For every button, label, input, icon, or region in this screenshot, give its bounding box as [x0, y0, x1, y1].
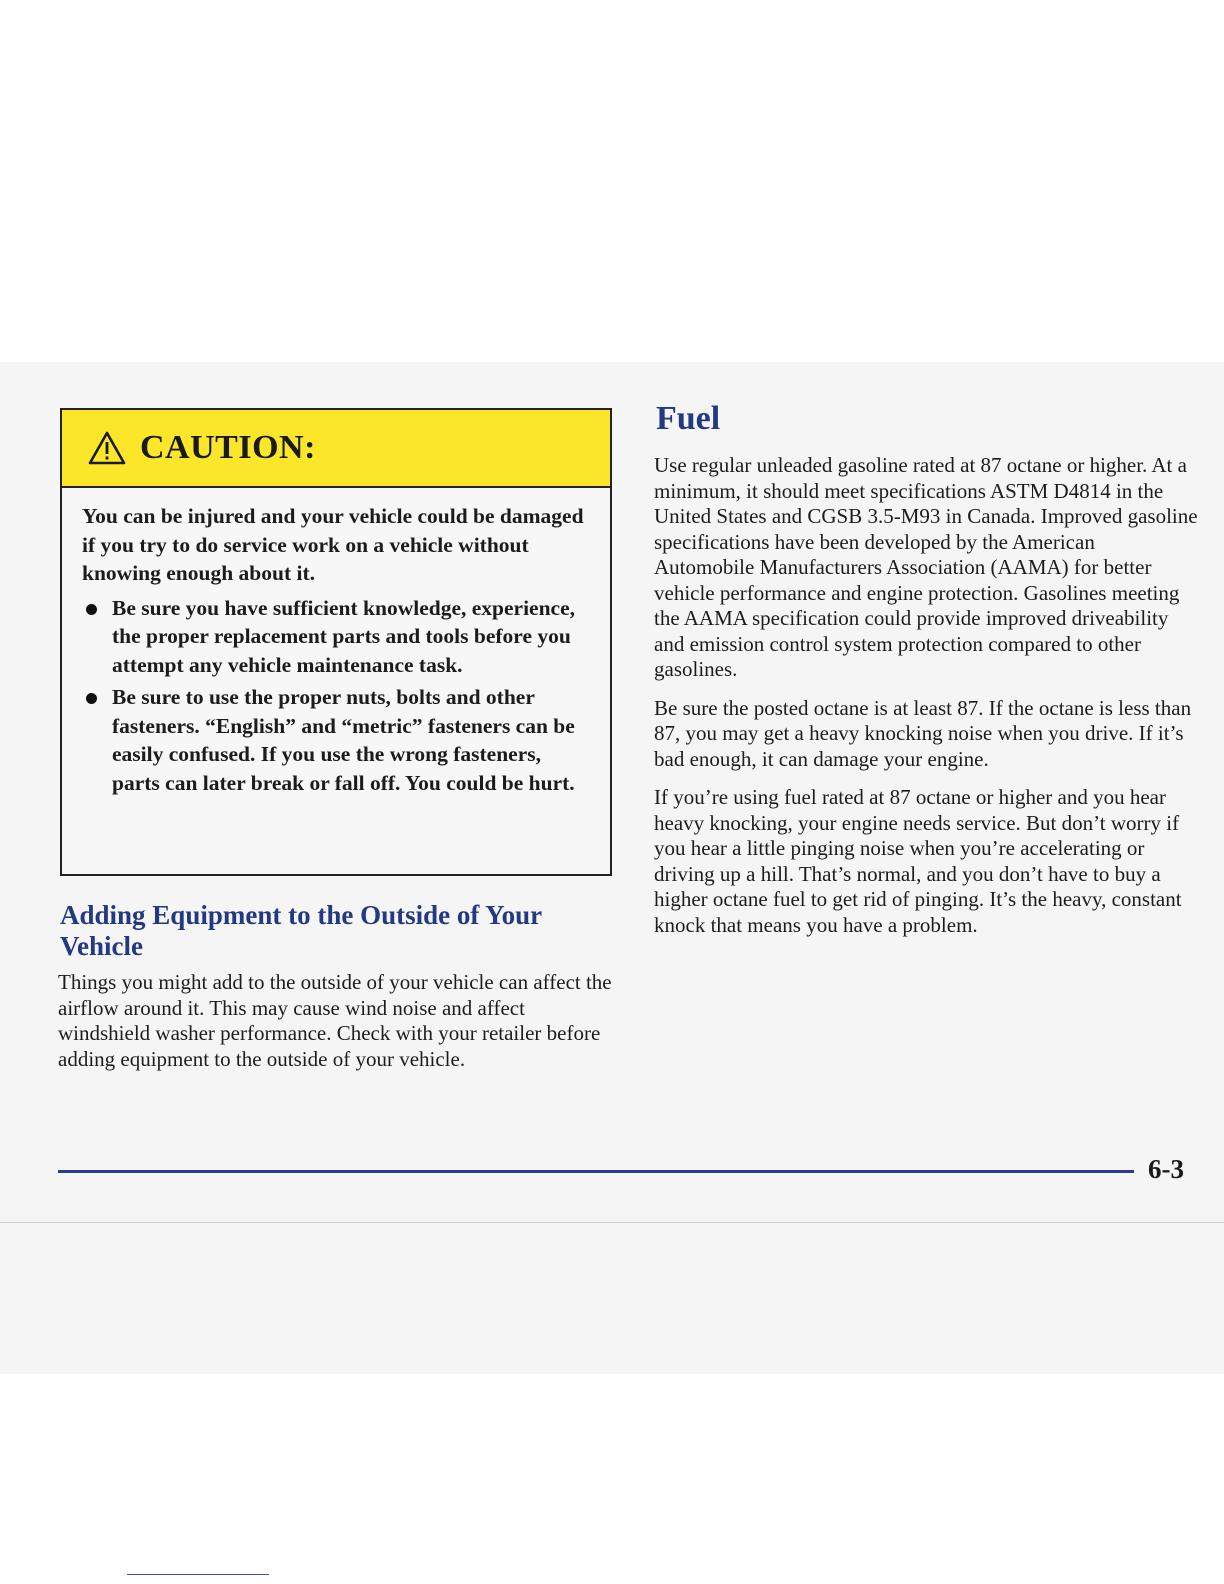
fuel-heading: Fuel: [656, 400, 721, 437]
fuel-paragraph: If you’re using fuel rated at 87 octane or higher and you hear heavy knocking, your engine needs service. But don’t worry if you hear a little pinging noise when you’re accelerating or driving up a hill. That’s normal, and you don’t have to buy a higher octane fuel to get rid of pinging. It’s the heavy, constant knock that means you have a problem.: [654, 785, 1182, 937]
bullet-icon: [86, 604, 97, 615]
fuel-section: [654, 453, 1199, 951]
caution-bullets: [82, 594, 590, 798]
caution-header: [62, 410, 610, 488]
caution-box: [60, 408, 612, 876]
warning-triangle-icon: [88, 431, 126, 465]
adding-equipment-heading: Adding Equipment to the Outside of Your Vehicle: [60, 900, 542, 961]
decorative-line: [127, 1574, 269, 1575]
page-edge-divider: [0, 1222, 1224, 1223]
caution-bullet: [82, 594, 590, 680]
caution-bullet-text: Be sure to use the proper nuts, bolts and other fasteners. “English” and “metric” fasteners can be easily confused. If you use the wrong fasteners, parts can later break or fall off. You could be hurt.: [112, 685, 575, 795]
footer-rule: [58, 1170, 1134, 1173]
caution-bullet-text: Be sure you have sufficient knowledge, experience, the proper replacement parts and tools before you attempt any vehicle maintenance task.: [112, 595, 576, 677]
adding-equipment-body: Things you might add to the outside of your vehicle can affect the airflow around it. This may cause wind noise and affect windshield washer performance. Check with your retailer before adding equipment to the outside of your vehicle.: [58, 970, 612, 1071]
caution-title: CAUTION:: [140, 429, 316, 466]
bullet-icon: [86, 693, 97, 704]
caution-body: [62, 488, 610, 797]
caution-bullet: [82, 683, 590, 797]
page-number: 6-3: [1148, 1154, 1184, 1184]
fuel-paragraph: Be sure the posted octane is at least 87. If the octane is less than 87, you may get a heavy knocking noise when you drive. If it’s bad enough, it can damage your engine.: [654, 695, 1192, 771]
fuel-paragraph: Use regular unleaded gasoline rated at 87 octane or higher. At a minimum, it should meet specifications ASTM D4814 in the United States and CGSB 3.5-M93 in Canada. Improved gasoline specifications have been developed by the American Automobile Manufacturers Association (AAMA) for better vehicle performance and engine protection. Gasolines meeting the AAMA specification could provide improved driveability and emission control system protection compared to other gasolines.: [654, 453, 1198, 681]
caution-intro: You can be injured and your vehicle could be damaged if you try to do service work on a vehicle without knowing enough about it.: [82, 504, 584, 585]
